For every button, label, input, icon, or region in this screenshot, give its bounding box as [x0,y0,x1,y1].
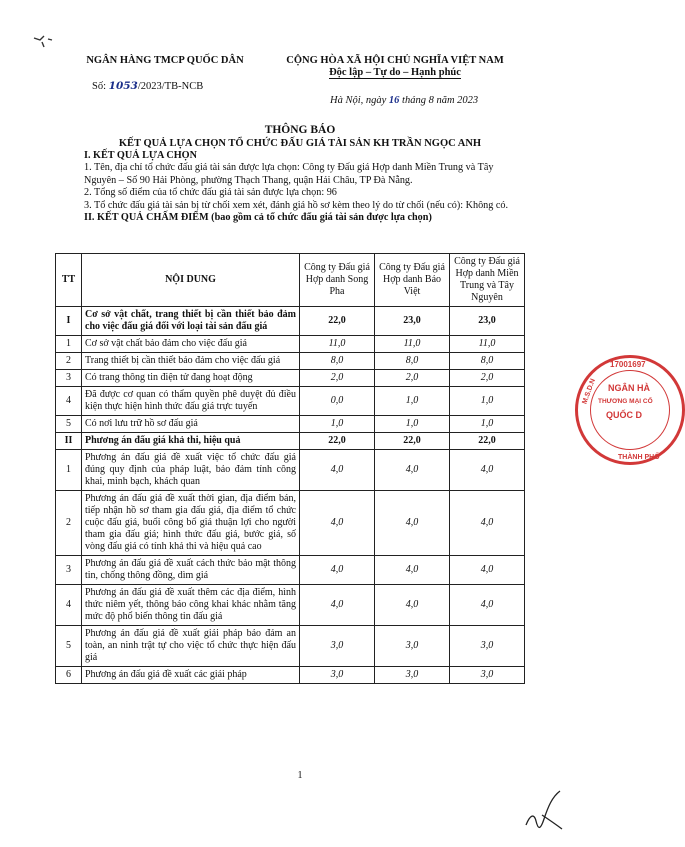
issue-date: Hà Nội, ngày 16 tháng 8 năm 2023 [330,95,479,106]
row-content: Phương án đấu giá đề xuất thời gian, địa điểm bán, tiếp nhận hồ sơ tham gia đấu giá, địa điểm tổ chức cuộc đấu giá, buổi công bố giá thuận lợi cho người tham gia đấu giá; hình thức đấu giá, bước giá, số vòng đấu giá có tính khả thi và hiệu quả cao [82,491,300,556]
score-mien-trung: 2,0 [450,370,525,387]
score-bao-viet: 22,0 [375,433,450,450]
header-tt: TT [56,254,82,307]
scoring-table [55,253,525,684]
signature-initial-icon [520,785,570,840]
header-company-1: Công ty Đấu giá Hợp danh Song Pha [300,254,375,307]
row-content: Phương án đấu giá đề xuất cách thức bảo mật thông tin, chống thông đồng, dìm giá [82,556,300,585]
row-tt: 5 [56,626,82,667]
score-bao-viet: 4,0 [375,556,450,585]
score-bao-viet: 8,0 [375,353,450,370]
score-bao-viet: 1,0 [375,416,450,433]
table-row [56,353,525,370]
score-mien-trung: 4,0 [450,491,525,556]
score-song-pha: 11,0 [300,336,375,353]
score-song-pha: 3,0 [300,626,375,667]
row-tt: 3 [56,370,82,387]
score-mien-trung: 22,0 [450,433,525,450]
table-row [56,370,525,387]
row-content: Trang thiết bị cần thiết bảo đảm cho việc đấu giá [82,353,300,370]
table-row [56,556,525,585]
row-tt: II [56,433,82,450]
row-content: Phương án đấu giá đề xuất việc tổ chức đấu giá đúng quy định của pháp luật, bảo đảm tính công khai, minh bạch, khách quan [82,450,300,491]
score-mien-trung: 11,0 [450,336,525,353]
row-content: Phương án đấu giá đề xuất thêm các địa điểm, hình thức niêm yết, thông báo công khai khác nhằm tăng mức độ phổ biến thông tin đấu giá [82,585,300,626]
document-title: THÔNG BÁO [264,124,336,136]
header-company-2: Công ty Đấu giá Hợp danh Bảo Việt [375,254,450,307]
header-content: NỘI DUNG [82,254,300,307]
document-subtitle: KẾT QUẢ LỰA CHỌN TỔ CHỨC ĐẤU GIÁ TÀI SẢN KH TRẦN NGỌC ANH [118,138,482,149]
score-bao-viet: 4,0 [375,491,450,556]
document-number: Số: 1053/2023/TB-NCB [92,80,204,92]
table-row [56,416,525,433]
score-song-pha: 4,0 [300,585,375,626]
score-song-pha: 4,0 [300,491,375,556]
score-mien-trung: 1,0 [450,387,525,416]
score-bao-viet: 3,0 [375,626,450,667]
score-song-pha: 2,0 [300,370,375,387]
table-header-row [56,254,525,307]
national-heading [265,55,525,78]
section-1-paragraph-1: 1. Tên, địa chỉ tổ chức đấu giá tài sản được lựa chọn: Công ty Đấu giá Hợp danh Miền Trung và Tây Nguyên – Số 90 Hải Phòng, phường Thạch Thang, quận Hải Châu, TP Đà Nẵng. [84,162,494,186]
score-bao-viet: 4,0 [375,450,450,491]
row-content: Đã được cơ quan có thẩm quyền phê duyệt đủ điều kiện thực hiện hình thức đấu giá trực tuyến [82,387,300,416]
row-tt: 4 [56,585,82,626]
score-bao-viet: 1,0 [375,387,450,416]
section-1-heading: I. KẾT QUẢ LỰA CHỌN [84,150,197,161]
row-content: Phương án đấu giá đề xuất các giải pháp [82,667,300,684]
row-content: Cơ sở vật chất bảo đảm cho việc đấu giá [82,336,300,353]
score-bao-viet: 11,0 [375,336,450,353]
section-1-paragraph-3: 3. Tổ chức đấu giá tài sản bị từ chối xem xét, đánh giá hồ sơ kèm theo lý do từ chối (nếu có): Không có. [84,199,509,211]
header-company-3: Công ty Đấu giá Hợp danh Miền Trung và Tây Nguyên [450,254,525,307]
page-number: 1 [297,770,303,781]
table-row [56,336,525,353]
score-song-pha: 22,0 [300,433,375,450]
score-mien-trung: 1,0 [450,416,525,433]
row-tt: I [56,307,82,336]
score-mien-trung: 4,0 [450,556,525,585]
score-bao-viet: 2,0 [375,370,450,387]
row-content: Phương án đấu giá đề xuất giải pháp bảo đảm an toàn, an ninh trật tự cho việc tổ chức thực hiện đấu giá [82,626,300,667]
row-tt: 5 [56,416,82,433]
row-content: Có trang thông tin điện tử đang hoạt động [82,370,300,387]
score-bao-viet: 23,0 [375,307,450,336]
row-tt: 2 [56,353,82,370]
row-content: Có nơi lưu trữ hồ sơ đấu giá [82,416,300,433]
row-tt: 1 [56,450,82,491]
table-row [56,450,525,491]
row-content: Cơ sở vật chất, trang thiết bị cần thiết bảo đảm cho việc đấu giá đối với loại tài sản đấu giá [82,307,300,336]
table-row [56,387,525,416]
section-1 [84,150,524,224]
table-row [56,585,525,626]
row-tt: 4 [56,387,82,416]
bank-name: NGÂN HÀNG TMCP QUỐC DÂN [86,55,244,66]
table-row [56,433,525,450]
company-seal: 17001697 M.S.D.N NGÂN HÀ THƯƠNG MẠI CỔ QUỐC D THÀNH PHỐ [575,355,685,465]
issuer-block [80,55,250,92]
score-mien-trung: 23,0 [450,307,525,336]
score-song-pha: 22,0 [300,307,375,336]
row-tt: 1 [56,336,82,353]
national-motto: Độc lập – Tự do – Hạnh phúc [329,67,461,78]
score-song-pha: 1,0 [300,416,375,433]
row-tt: 3 [56,556,82,585]
score-song-pha: 8,0 [300,353,375,370]
score-mien-trung: 4,0 [450,585,525,626]
table-row [56,491,525,556]
handwritten-day: 16 [388,95,400,106]
table-row [56,307,525,336]
row-content: Phương án đấu giá khả thi, hiệu quả [82,433,300,450]
table-row [56,667,525,684]
score-mien-trung: 4,0 [450,450,525,491]
section-1-paragraph-2: 2. Tổng số điểm của tổ chức đấu giá tài sản được lựa chọn: 96 [84,187,337,199]
section-2-heading: II. KẾT QUẢ CHẤM ĐIỂM (bao gồm cả tổ chức đấu giá tài sản được lựa chọn) [84,212,432,224]
row-tt: 6 [56,667,82,684]
score-mien-trung: 3,0 [450,626,525,667]
row-tt: 2 [56,491,82,556]
score-song-pha: 4,0 [300,450,375,491]
score-mien-trung: 3,0 [450,667,525,684]
score-mien-trung: 8,0 [450,353,525,370]
scribble-mark-icon [30,30,60,50]
score-bao-viet: 3,0 [375,667,450,684]
score-song-pha: 4,0 [300,556,375,585]
country-name: CỘNG HÒA XÃ HỘI CHỦ NGHĨA VIỆT NAM [286,55,504,66]
score-song-pha: 3,0 [300,667,375,684]
score-bao-viet: 4,0 [375,585,450,626]
table-row [56,626,525,667]
handwritten-number: 1053 [108,80,138,92]
table-body [56,307,525,684]
score-song-pha: 0,0 [300,387,375,416]
